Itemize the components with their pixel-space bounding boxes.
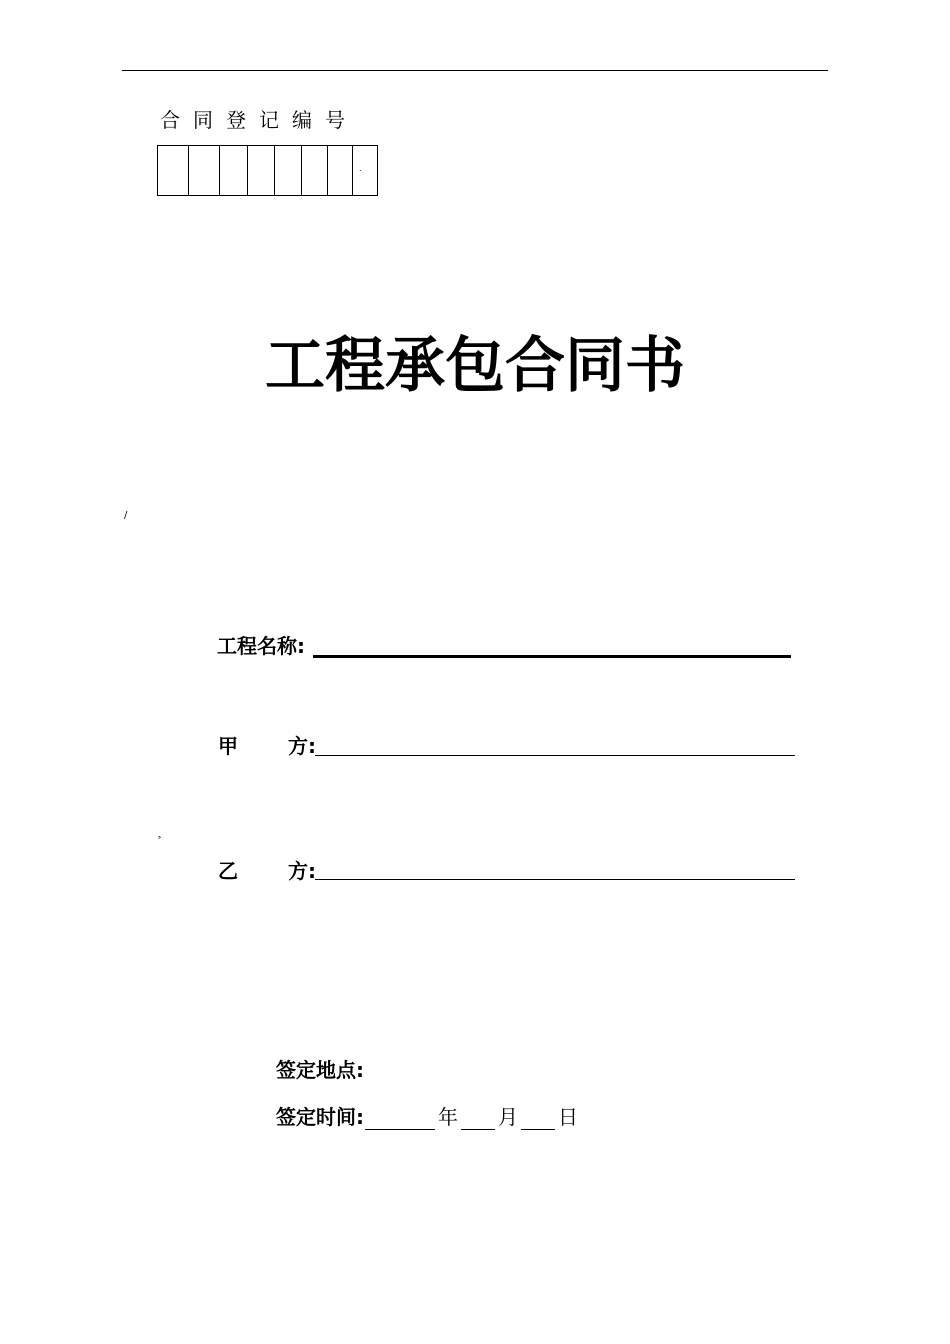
registration-digit-box[interactable] xyxy=(302,146,328,195)
project-name-field[interactable] xyxy=(313,655,791,658)
registration-digit-box[interactable] xyxy=(189,146,220,195)
signing-time-label: 签定时间: xyxy=(276,1105,364,1129)
year-unit: 年 xyxy=(438,1105,458,1129)
project-name-label: 工程名称: xyxy=(217,634,305,658)
stray-dot-mark: . xyxy=(359,164,362,173)
document-title: 工程承包合同书 xyxy=(265,331,685,401)
signing-place-label: 签定地点: xyxy=(276,1058,364,1082)
party-b-field[interactable] xyxy=(315,879,795,880)
stray-caret-mark: ˃ xyxy=(157,836,162,847)
signing-month-field[interactable] xyxy=(461,1101,495,1130)
month-unit: 月 xyxy=(498,1105,518,1129)
registration-number-label: 合同登记编号 xyxy=(160,108,358,132)
registration-digit-box[interactable] xyxy=(328,146,353,195)
registration-digit-box[interactable] xyxy=(248,146,275,195)
header-rule xyxy=(122,70,828,71)
party-a-field[interactable] xyxy=(315,755,795,756)
registration-digit-box[interactable] xyxy=(353,146,377,195)
party-a-label-char: 甲 xyxy=(218,734,238,758)
party-b-label-char: 乙 xyxy=(218,859,238,883)
signing-year-field[interactable] xyxy=(365,1101,435,1130)
signing-time-row xyxy=(276,1100,580,1130)
party-b-label-suffix: 方: xyxy=(288,859,316,883)
party-a-label-suffix: 方: xyxy=(288,734,316,758)
registration-digit-box[interactable] xyxy=(220,146,248,195)
registration-digit-box[interactable] xyxy=(158,146,189,195)
registration-digit-box[interactable] xyxy=(275,146,302,195)
registration-number-boxes xyxy=(157,145,378,196)
stray-slash-mark: / xyxy=(124,510,128,521)
day-unit: 日 xyxy=(558,1105,578,1129)
signing-day-field[interactable] xyxy=(521,1101,555,1130)
